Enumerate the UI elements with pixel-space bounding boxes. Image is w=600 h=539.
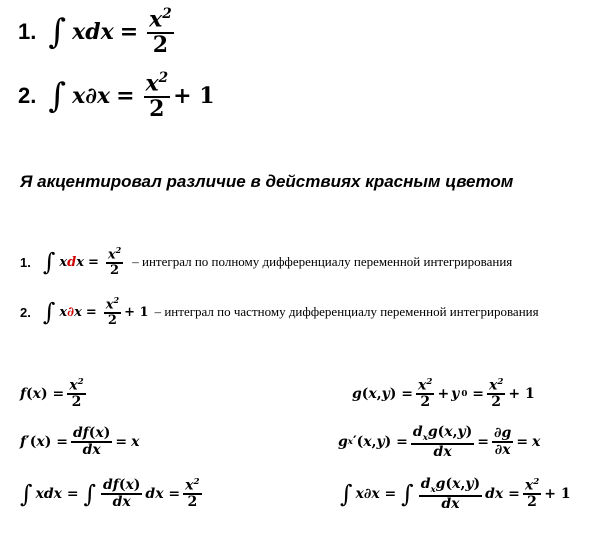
integral-sign-icon: ∫ bbox=[340, 480, 353, 508]
g-integral: ∫ x∂x = ∫ $\frac{d_xg(x,y)}{dx}$ dx = $\frac{x^2}{2}$ + 1 bbox=[340, 475, 571, 512]
integral-sign-icon: ∫ bbox=[401, 480, 414, 508]
item-number: 2. bbox=[18, 83, 37, 108]
item-number: 1. bbox=[20, 254, 31, 270]
formula-1-described: 1. ∫ xdx = $\frac{x^2}{2}$ – интеграл по полному дифференциалу переменной интегрирования bbox=[20, 245, 513, 279]
g-partial-derivative: g x ′( x , y ) = $\frac{d_xg(x,y)}{dx}$ = $\frac{\partial g}{\partial x}$ = x bbox=[338, 423, 541, 460]
red-partial: ∂ bbox=[67, 304, 75, 320]
formula-2-large: 2. ∫ x∂x = $\frac{x^2}{2}$ + 1 bbox=[18, 70, 215, 122]
g-definition: g ( x , y ) = $\frac{x^2}{2}$ + y 0 = $\frac{x^2}{2}$ + 1 bbox=[352, 376, 535, 411]
integral-sign-icon: ∫ bbox=[48, 76, 67, 116]
f-derivative: f ′( x ) = $\frac{df(x)}{dx}$ = x bbox=[20, 425, 140, 458]
note-heading: Я акцентировал различие в действиях красным цветом bbox=[20, 172, 514, 191]
f-integral: ∫ xdx = ∫ $\frac{df(x)}{dx}$ dx = $\frac{x^2}{2}$ bbox=[20, 476, 200, 511]
integral-sign-icon: ∫ bbox=[42, 248, 56, 276]
red-differential: d bbox=[67, 254, 77, 270]
integral-sign-icon: ∫ bbox=[42, 298, 56, 326]
f-definition: f ( x ) = $\frac{x^2}{2}$ bbox=[20, 376, 84, 411]
plus-one: + 1 bbox=[173, 83, 215, 109]
integral-sign-icon: ∫ bbox=[48, 12, 67, 52]
item-number: 1. bbox=[18, 19, 37, 44]
description: – интеграл по полному дифференциалу переменной интегрирования bbox=[132, 254, 513, 269]
integral-sign-icon: ∫ bbox=[83, 480, 96, 508]
integral-sign-icon: ∫ bbox=[20, 480, 33, 508]
formula-2-described: 2. ∫ x∂x = $\frac{x^2}{2}$ + 1 – интеграл по частному дифференциалу переменной интегрирования bbox=[20, 295, 539, 329]
item-number: 2. bbox=[20, 304, 31, 320]
formula-1-large: 1. ∫ xdx = $\frac{x^2}{2}$ bbox=[18, 6, 172, 58]
description: – интеграл по частному дифференциалу переменной интегрирования bbox=[154, 304, 539, 319]
